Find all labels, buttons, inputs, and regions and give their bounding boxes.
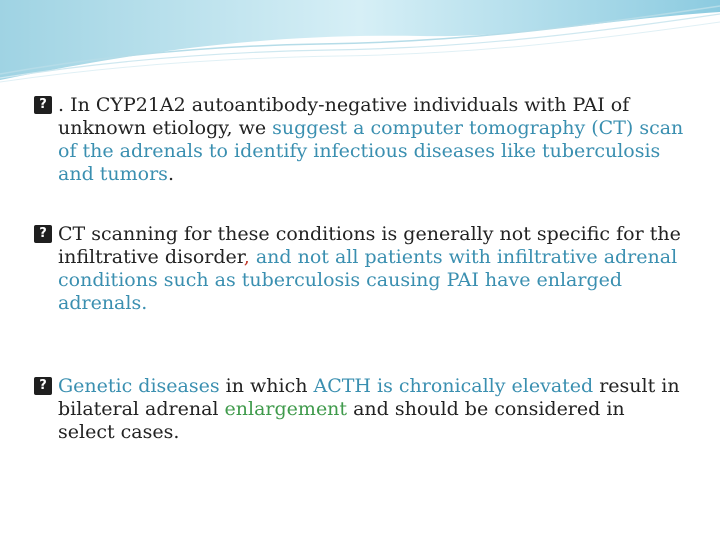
header-wave-decoration <box>0 0 720 90</box>
slide-body <box>34 94 684 444</box>
paragraph-3-accent-enlargement: enlargement <box>224 398 348 420</box>
bullet-icon: ? <box>34 96 52 114</box>
paragraph-1-lead: . In CYP21A2 autoantibody-negative individuals with PAI of unknown etiology, we <box>58 94 630 139</box>
paragraph-2-accent: and not all patients with infiltrative adrenal conditions such as tuberculosis causing PAI have enlarged adrenals <box>58 246 678 314</box>
paragraph-2-lead: CT scanning for these conditions is generally not specific for the infiltrative disorder <box>58 223 681 268</box>
bullet-paragraph-ct-suggestion <box>34 94 684 186</box>
paragraph-2-tail: . <box>141 292 148 314</box>
bullet-icon: ? <box>34 225 52 243</box>
paragraph-3-lead: in which <box>219 375 314 397</box>
bullet-paragraph-genetic-diseases <box>34 375 684 444</box>
paragraph-3-accent-acth: ACTH is chronically elevated <box>313 375 594 397</box>
paragraph-3-accent-genetic: Genetic diseases <box>58 375 220 397</box>
paragraph-3-mid: result in bilateral adrenal <box>58 375 680 420</box>
paragraph-1-accent: suggest a computer tomography (CT) scan of the adrenals to identify infectious diseases like tuberculosis and tumors <box>58 117 684 185</box>
paragraph-1-tail: . <box>167 163 174 185</box>
paragraph-2-mid: , <box>243 246 256 268</box>
bullet-icon: ? <box>34 377 52 395</box>
bullet-paragraph-ct-nonspecific <box>34 223 684 315</box>
paragraph-3-tail: and should be considered in select cases. <box>58 398 625 443</box>
